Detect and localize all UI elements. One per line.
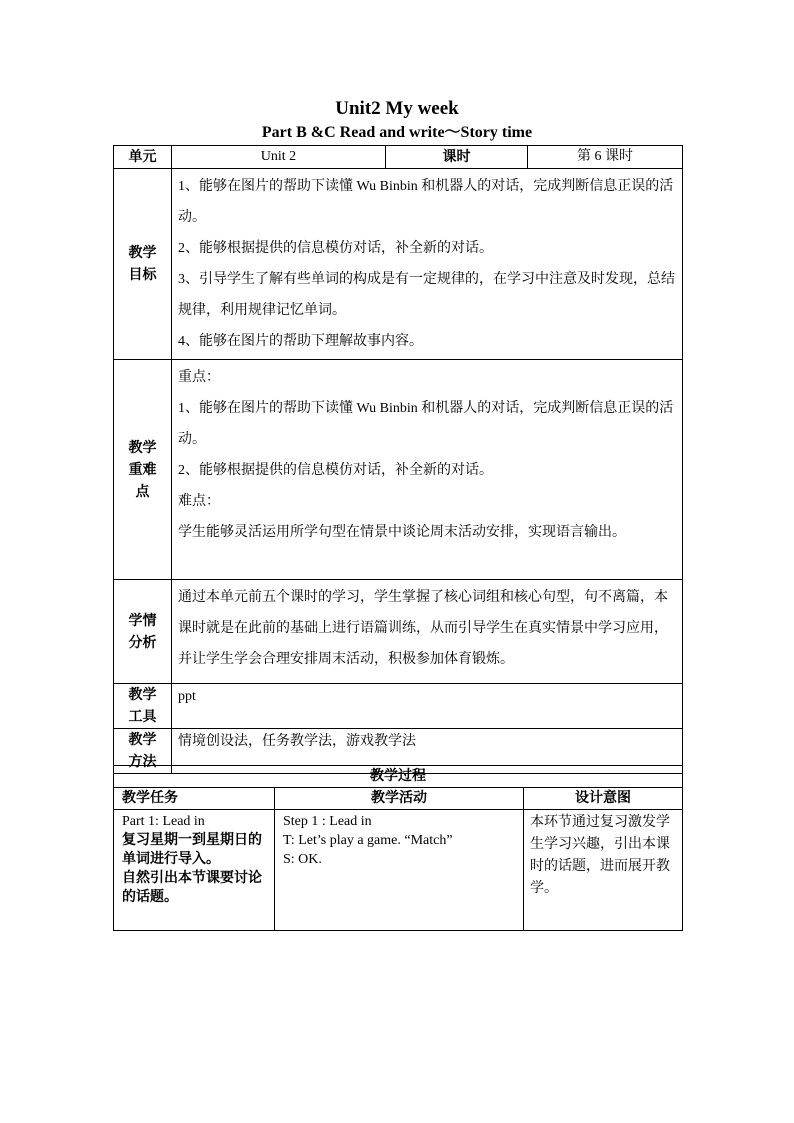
objectives-label xyxy=(114,169,172,360)
objective-item: 4、能够在图片的帮助下理解故事内容。 xyxy=(178,334,423,349)
tools-label-line1: 教学 xyxy=(128,687,157,703)
analysis-label-line1: 学情 xyxy=(128,612,157,629)
activity-line: S: OK. xyxy=(283,852,322,867)
activity-cell xyxy=(275,810,524,931)
activity-line: T: Let’s play a game. “Match” xyxy=(283,833,453,848)
objective-item: 2、能够根据提供的信息模仿对话，补全新的对话。 xyxy=(178,241,493,256)
methods-text: 情境创设法，任务教学法，游戏教学法 xyxy=(178,734,416,749)
key-points-label-line2: 重难 xyxy=(128,461,157,478)
unit-value: Unit 2 xyxy=(172,146,386,169)
col-activity-header: 教学活动 xyxy=(275,788,524,810)
process-title: 教学过程 xyxy=(114,766,683,788)
document-title: Unit2 My week xyxy=(335,98,459,119)
focus-item: 1、能够在图片的帮助下读懂 Wu Binbin 和机器人的对话，完成判断信息正误的活动。 xyxy=(178,401,674,447)
tools-label xyxy=(114,684,172,729)
analysis-label-line2: 分析 xyxy=(128,634,157,651)
intent-cell xyxy=(524,810,683,931)
objectives-label-line2: 目标 xyxy=(128,267,157,283)
activity-line: Step 1 : Lead in xyxy=(283,814,372,829)
tools-content xyxy=(172,684,683,729)
unit-label: 单元 xyxy=(114,146,172,169)
task-desc: 自然引出本节课要讨论的话题。 xyxy=(122,870,262,905)
task-desc: 复习星期一到星期日的单词进行导入。 xyxy=(122,832,262,867)
difficulty-text: 学生能够灵活运用所学句型在情景中谈论周末活动安排，实现语言输出。 xyxy=(178,525,626,540)
analysis-label xyxy=(114,580,172,684)
objectives-content xyxy=(172,169,683,360)
lesson-info-table xyxy=(113,145,683,774)
analysis-content xyxy=(172,580,683,684)
period-label: 课时 xyxy=(386,146,528,169)
focus-title: 重点： xyxy=(178,370,220,385)
analysis-text: 通过本单元前五个课时的学习，学生掌握了核心词组和核心句型，句不离篇，本课时就是在此前的基础上进行语篇训练，从而引导学生在真实情景中学习应用，并让学生学会合理安排周末活动，积极参加体育锻炼。 xyxy=(178,590,668,667)
objective-item: 1、能够在图片的帮助下读懂 Wu Binbin 和机器人的对话，完成判断信息正误的活动。 xyxy=(178,179,674,225)
key-points-label-line3: 点 xyxy=(135,483,150,500)
col-intent-header: 设计意图 xyxy=(524,788,683,810)
task-part: Part 1: Lead in xyxy=(122,814,205,829)
methods-label-line2: 方法 xyxy=(128,754,157,770)
document-subtitle: Part B &C Read and write～Story time xyxy=(261,124,533,141)
key-points-content xyxy=(172,360,683,580)
objectives-label-line1: 教学 xyxy=(128,245,157,261)
tools-text: ppt xyxy=(178,689,196,704)
task-cell xyxy=(114,810,275,931)
focus-item: 2、能够根据提供的信息模仿对话，补全新的对话。 xyxy=(178,463,493,478)
intent-text: 本环节通过复习激发学生学习兴趣，引出本课时的话题，进而展开教学。 xyxy=(530,815,670,896)
col-task-header: 教学任务 xyxy=(114,788,275,810)
objective-item: 3、引导学生了解有些单词的构成是有一定规律的，在学习中注意及时发现，总结规律，利用规律记忆单词。 xyxy=(178,272,675,318)
tools-label-line2: 工具 xyxy=(128,709,157,725)
process-table xyxy=(113,765,683,931)
difficulty-title: 难点： xyxy=(178,494,220,509)
methods-label-line1: 教学 xyxy=(128,732,157,748)
key-points-label-line1: 教学 xyxy=(128,439,157,456)
period-value: 第 6 课时 xyxy=(528,146,683,169)
key-points-label xyxy=(114,360,172,580)
